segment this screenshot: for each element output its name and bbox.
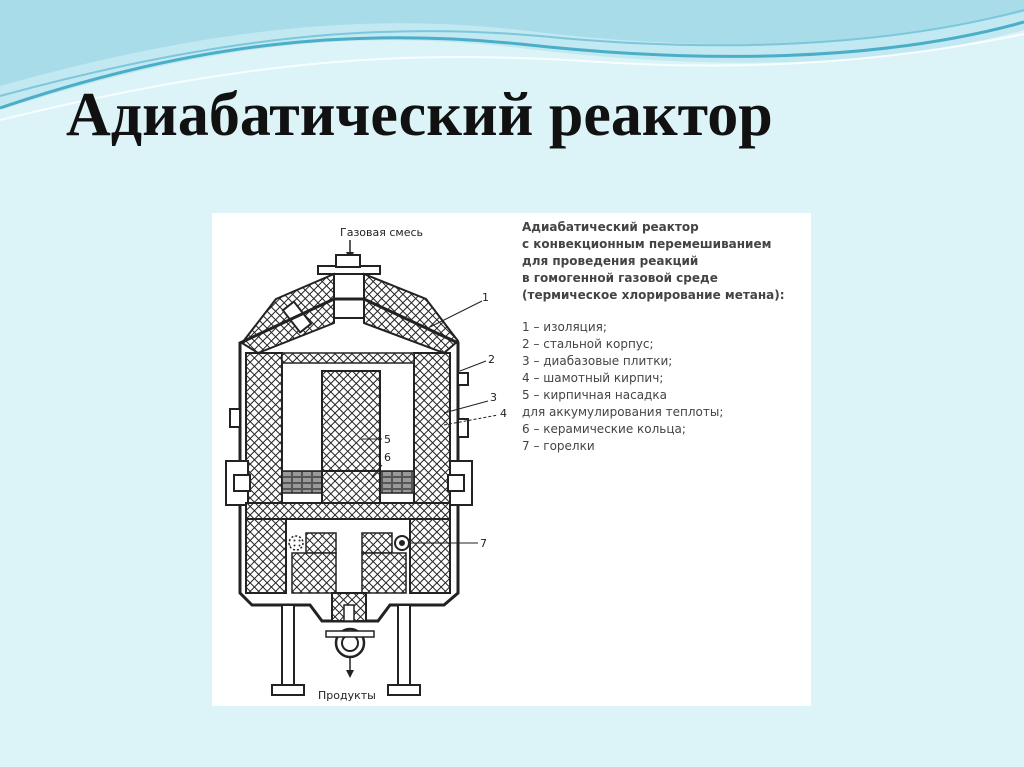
callout-7: 7 <box>480 537 487 550</box>
legend-item: 4 – шамотный кирпич; <box>522 371 664 385</box>
reactor-diagram <box>212 213 811 706</box>
legend-item: для аккумулирования теплоты; <box>522 405 724 419</box>
legend-item: 7 – горелки <box>522 439 595 453</box>
reactor-figure <box>212 213 811 706</box>
legend-item: 5 – кирпичная насадка <box>522 388 667 402</box>
callout-5: 5 <box>384 433 391 446</box>
callout-3: 3 <box>490 391 497 404</box>
caption-line: для проведения реакций <box>522 254 699 268</box>
caption-line: Адиабатический реактор <box>522 220 699 234</box>
slide-title: Адиабатический реактор <box>66 81 773 149</box>
callout-4: 4 <box>500 407 507 420</box>
callout-1: 1 <box>482 291 489 304</box>
legend-item: 1 – изоляция; <box>522 320 607 334</box>
legend-item: 3 – диабазовые плитки; <box>522 354 673 368</box>
callout-2: 2 <box>488 353 495 366</box>
caption-line: с конвекционным перемешиванием <box>522 237 772 251</box>
figure-caption <box>522 220 785 302</box>
callout-6: 6 <box>384 451 391 464</box>
legend-item: 2 – стальной корпус; <box>522 337 654 351</box>
figure-legend <box>522 320 723 453</box>
caption-line: (термическое хлорирование метана): <box>522 288 785 302</box>
caption-line: в гомогенной газовой среде <box>522 271 718 285</box>
legend-item: 6 – керамические кольца; <box>522 422 686 436</box>
top-label: Газовая смесь <box>340 226 424 239</box>
bottom-label: Продукты <box>318 689 376 702</box>
